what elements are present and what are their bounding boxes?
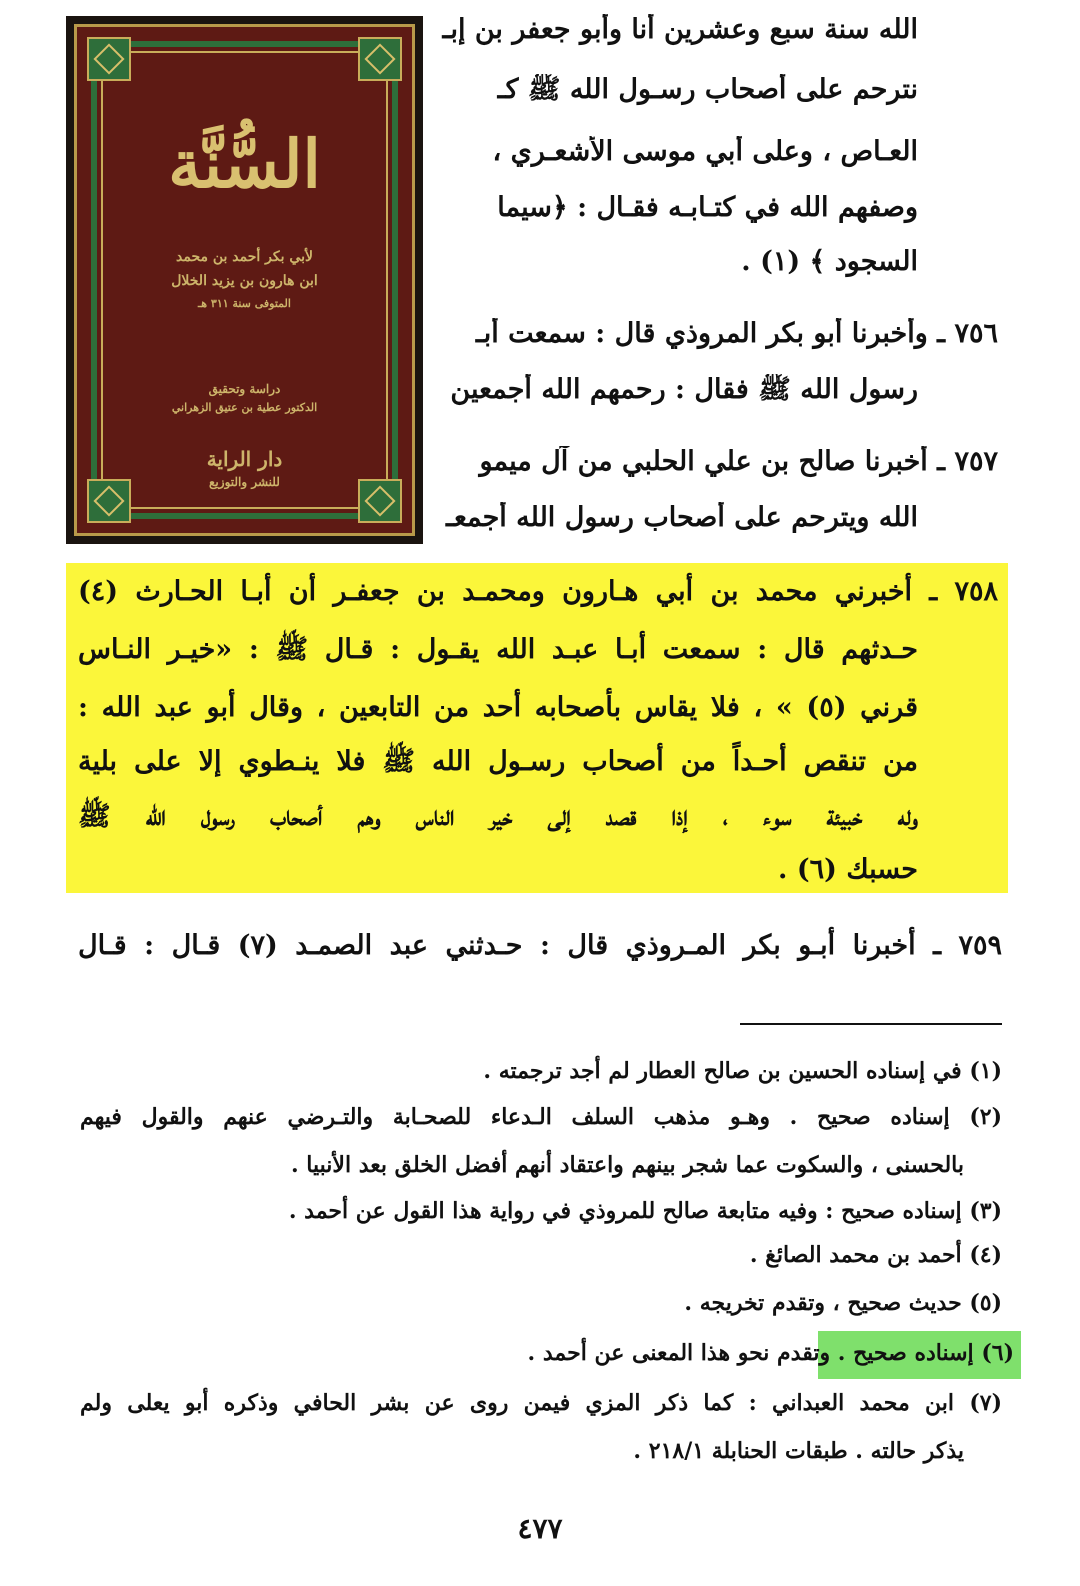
cover-editor-2: الدكتور عطية بن عتيق الزهراني (171, 401, 318, 414)
cover-editor-1: دراسة وتحقيق (208, 382, 281, 396)
text-line: السجود ﴾ (١) . (741, 246, 918, 277)
footnote-7-cont: يذكر حالته . طبقات الحنابلة ٢١٨/١ . (633, 1438, 964, 1464)
hadith-759-line: ٧٥٩ ـ أخبرنا أبـو بكر المـروذي قال : حـدثني عبد الصمـد (٧) قـال : قـال (78, 930, 1002, 961)
yellow-highlight-758 (66, 563, 1008, 893)
hadith-756-line: ٧٥٦ ـ وأخبرنا أبو بكر المروذي قال : سمعت أبـ (475, 318, 998, 349)
footnote-separator (740, 1023, 1002, 1025)
footnote-7: (٧) ابن محمد العبداني : كما ذكر المزي فيمن روى عن بشر الحافي وذكره أبو يعلى ولم (80, 1390, 1002, 1416)
hadith-756-line: رسول الله ﷺ فقال : رحمهم الله أجمعين (450, 374, 918, 405)
hadith-758-line: قرني (٥) » ، فلا يقاس بأصحابه أحد من التابعين ، وقال أبو عبد الله : (78, 692, 918, 723)
cover-author-1: لأبي بكر أحمد بن محمد (176, 249, 313, 265)
hadith-758-line: حـدثهم قال : سمعت أبـا عبـد الله يقـول : قـال ﷺ : «خيـر النـاس (78, 634, 918, 665)
text-line: الله سنة سبع وعشرين أنا وأبو جعفر بن إبـ (442, 14, 918, 45)
footnote-1: (١) في إسناده الحسين بن صالح العطار لم أجد ترجمته . (483, 1058, 1002, 1084)
corner-ornament-icon (87, 37, 131, 81)
cover-publisher-1: دار الراية (206, 447, 283, 471)
text-line: نترحم على أصحاب رسـول الله ﷺ كـ (497, 74, 918, 105)
page-number: ٤٧٧ (517, 1512, 563, 1545)
book-cover-image (66, 16, 423, 544)
hadith-757-line: ٧٥٧ ـ أخبرنا صالح بن علي الحلبي من آل ميمو (479, 446, 998, 477)
cover-title: السُّنَّة (168, 125, 321, 203)
footnote-4: (٤) أحمد بن محمد الصائغ . (749, 1242, 1002, 1268)
footnote-5: (٥) حديث صحيح ، وتقدم تخريجه . (684, 1290, 1002, 1316)
footnote-3: (٣) إسناده صحيح : وفيه متابعة صالح للمروذي في رواية هذا القول عن أحمد . (288, 1198, 1002, 1224)
hadith-758-line: ٧٥٨ ـ أخبرني محمد بن أبي هـارون ومحمـد بن جعفـر أن أبـا الحـارث (٤) (78, 576, 998, 607)
footnote-6: (٦) إسناده صحيح . وتقدم نحو هذا المعنى عن أحمد . (527, 1340, 1014, 1366)
hadith-758-line: وله خبيئة سوء ، إذا قصد إلى خير الناس وهم أصحاب رسول الله ﷺ (78, 801, 918, 832)
corner-ornament-icon (358, 37, 402, 81)
hadith-757-line: الله ويترحم على أصحاب رسول الله أجمعـ (446, 502, 918, 533)
text-line: العـاص ، وعلى أبي موسى الأشعـري ، (492, 136, 918, 167)
text-line: وصفهم الله في كتـابـه فقـال : ﴿سيما (497, 192, 918, 223)
cover-publisher-2: للنشر والتوزيع (209, 475, 280, 489)
cover-death: المتوفى سنة ٣١١ هـ (198, 297, 291, 310)
hadith-758-line: حسبك (٦) . (778, 854, 918, 885)
hadith-758-line: من تنقص أحـداً من أصحاب رسـول الله ﷺ فلا ينـطوي إلا على بلية (78, 746, 918, 777)
cover-author-2: ابن هارون بن يزيد الخلال (171, 273, 318, 289)
footnote-2-cont: بالحسنى ، والسكوت عما شجر بينهم واعتقاد أنهم أفضل الخلق بعد الأنبيا . (290, 1152, 964, 1178)
footnote-2: (٢) إسناده صحيح . وهـو مذهب السلف الـدعاء للصحـابة والتـرضي عنهم والقول فيهم (80, 1104, 1002, 1130)
